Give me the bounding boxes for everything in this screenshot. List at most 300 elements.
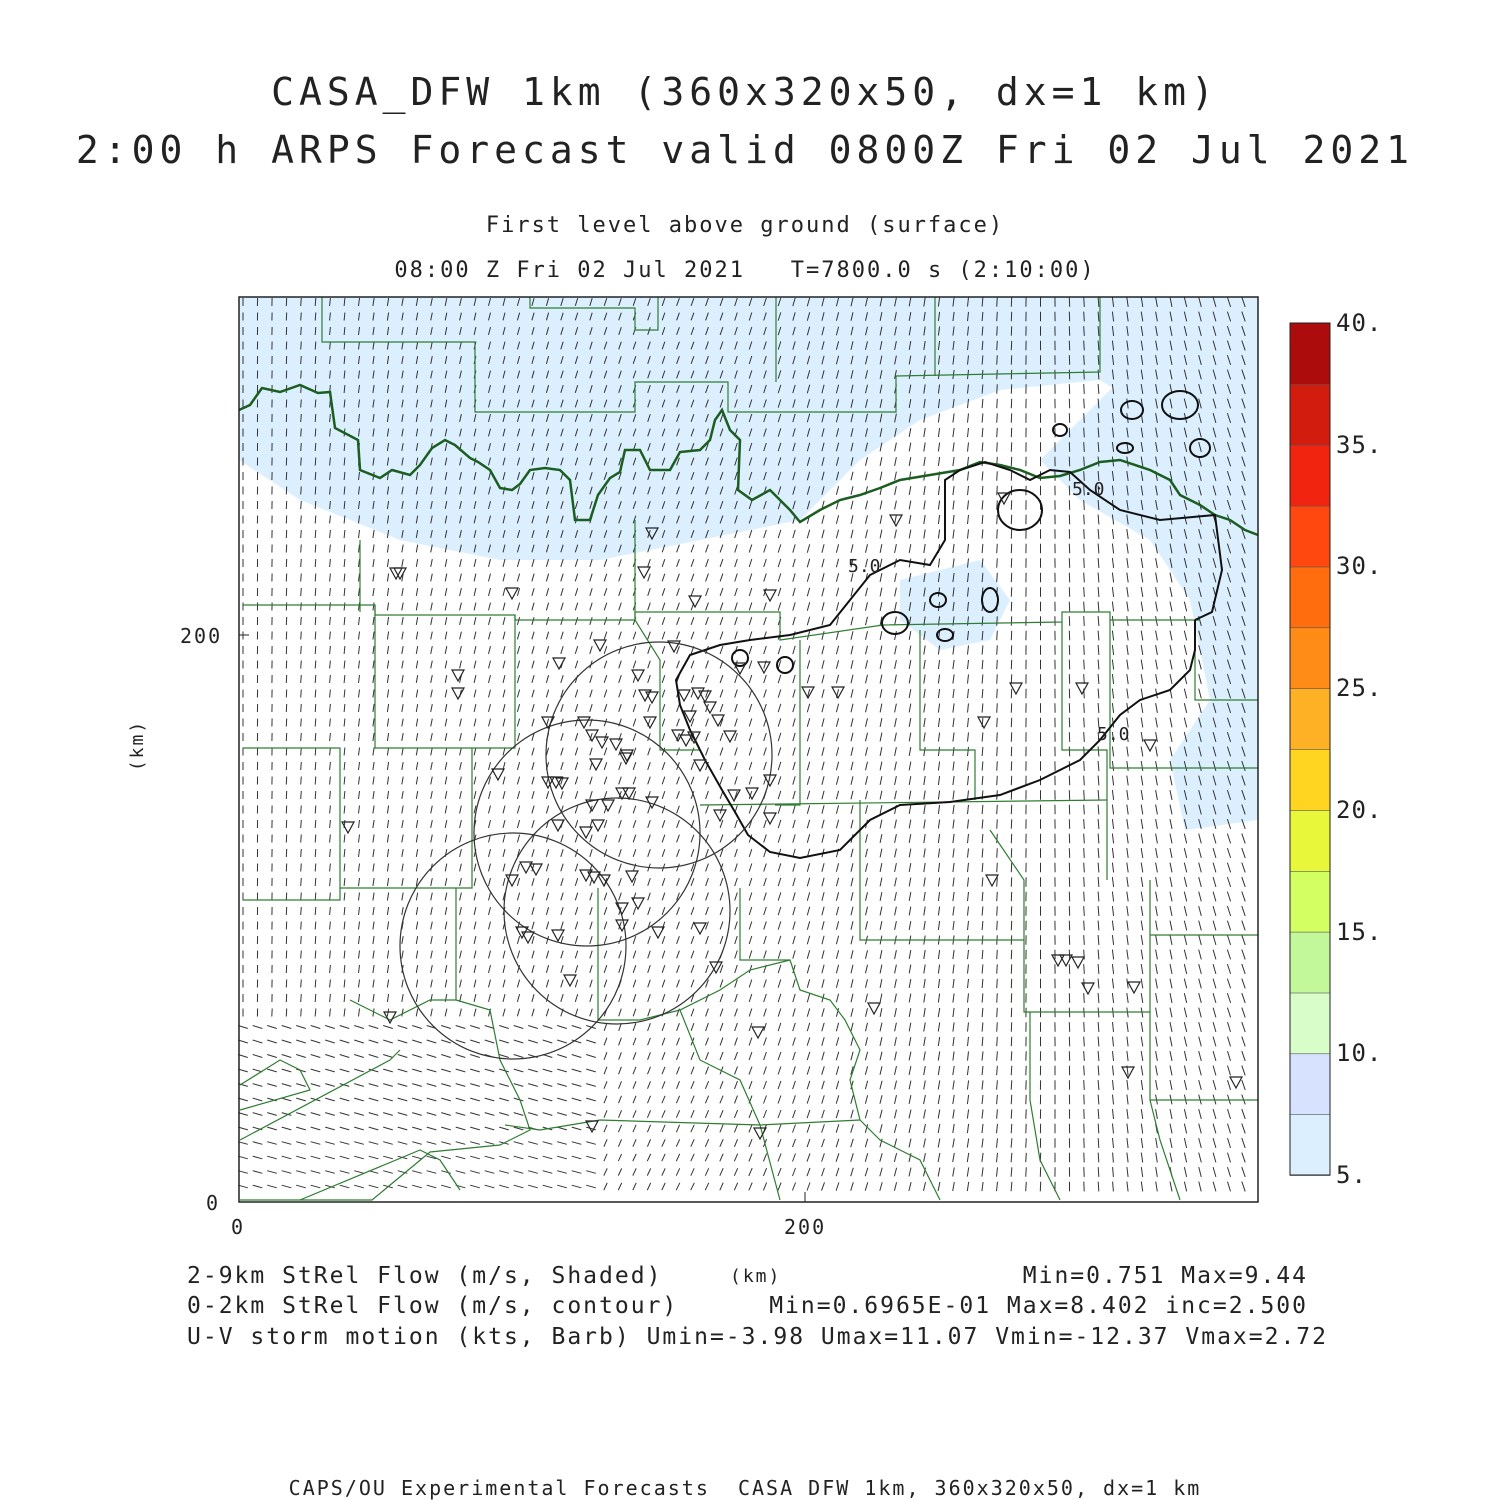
- wind-barb: [416, 835, 417, 843]
- wind-barb: [575, 951, 577, 959]
- wind-barb: [924, 443, 925, 452]
- wind-barb: [586, 1055, 596, 1058]
- wind-barb: [315, 849, 316, 857]
- wind-barb: [836, 602, 838, 610]
- wind-barb: [822, 1081, 825, 1089]
- wind-barb: [706, 907, 709, 915]
- wind-barb: [416, 1009, 418, 1017]
- storm-marker: [1052, 955, 1064, 966]
- wind-barb: [456, 1069, 466, 1072]
- wind-barb: [402, 733, 403, 741]
- wind-barb: [383, 1040, 393, 1043]
- wind-barb: [503, 704, 505, 712]
- wind-barb: [528, 1142, 538, 1145]
- wind-barb: [325, 1142, 335, 1145]
- wind-barb: [676, 1168, 679, 1175]
- wind-barb: [735, 1067, 738, 1075]
- wind-barb: [1084, 602, 1085, 612]
- wind-barb: [1156, 863, 1158, 873]
- wind-barb: [968, 761, 969, 770]
- wind-barb: [460, 864, 462, 872]
- wind-barb: [924, 863, 925, 872]
- wind-barb: [373, 820, 374, 828]
- wind-barb: [895, 573, 897, 582]
- wind-barb: [427, 1185, 437, 1188]
- wind-barb: [340, 1069, 350, 1072]
- wind-barb: [836, 921, 838, 929]
- wind-barb: [557, 1098, 567, 1101]
- wind-barb: [445, 965, 447, 973]
- wind-barb: [373, 806, 374, 814]
- wind-barb: [354, 1171, 364, 1174]
- wind-barb: [1156, 587, 1158, 597]
- wind-barb: [1199, 950, 1202, 960]
- wind-barb: [924, 544, 925, 553]
- wind-barb: [282, 1084, 292, 1087]
- wind-barb: [619, 1052, 622, 1059]
- wind-barb: [880, 457, 882, 466]
- wind-barb: [982, 993, 983, 1002]
- wind-barb: [648, 704, 651, 712]
- wind-barb: [938, 776, 939, 785]
- wind-barb: [1127, 993, 1128, 1003]
- wind-barb: [359, 719, 360, 727]
- wind-barb: [1170, 587, 1172, 597]
- wind-barb: [301, 443, 302, 451]
- wind-barb: [793, 544, 795, 552]
- wind-barb: [895, 501, 897, 510]
- wind-barb: [895, 675, 897, 684]
- wind-barb: [1170, 1022, 1172, 1032]
- wind-barb: [997, 1167, 998, 1176]
- wind-barb: [836, 1153, 839, 1161]
- wind-barb: [851, 1008, 853, 1017]
- wind-barb: [528, 1026, 538, 1029]
- wind-barb: [344, 733, 345, 741]
- wind-barb: [735, 588, 738, 596]
- wind-barb: [662, 1096, 665, 1103]
- wind-barb: [895, 617, 897, 626]
- wind-barb: [359, 559, 360, 567]
- wind-barb: [315, 356, 316, 364]
- wind-barb: [895, 907, 897, 916]
- wind-barb: [1184, 950, 1186, 960]
- wind-barb: [359, 820, 360, 828]
- wind-barb: [586, 1185, 596, 1188]
- wind-barb: [968, 877, 969, 886]
- wind-barb: [807, 617, 809, 625]
- wind-barb: [470, 1171, 480, 1174]
- wind-barb: [1141, 1167, 1142, 1177]
- wind-barb: [1112, 703, 1113, 713]
- wind-barb: [325, 1098, 335, 1101]
- wind-barb: [1170, 703, 1172, 713]
- wind-barb: [503, 820, 505, 828]
- wind-barb: [749, 704, 752, 712]
- wind-barb: [1184, 660, 1186, 670]
- wind-barb: [517, 559, 519, 567]
- wind-barb: [402, 791, 403, 799]
- wind-barb: [431, 878, 433, 886]
- wind-barb: [865, 1052, 867, 1061]
- wind-barb: [575, 936, 577, 944]
- wind-barb: [1112, 834, 1113, 844]
- wind-barb: [340, 1142, 350, 1145]
- wind-barb: [456, 1142, 466, 1145]
- wind-barb: [575, 646, 577, 654]
- wind-barb: [677, 1067, 680, 1075]
- wind-barb: [691, 617, 694, 625]
- wind-barb: [398, 1084, 408, 1087]
- storm-marker: [596, 737, 608, 748]
- wind-barb: [528, 1084, 538, 1087]
- wind-barb: [953, 732, 954, 741]
- wind-barb: [982, 877, 983, 886]
- wind-barb: [735, 936, 738, 944]
- wind-barb: [953, 486, 954, 495]
- wind-barb: [485, 1069, 495, 1072]
- wind-barb: [938, 921, 939, 930]
- storm-marker: [694, 923, 706, 934]
- wind-barb: [1184, 703, 1186, 713]
- wind-barb: [880, 675, 882, 684]
- wind-barb: [1199, 1138, 1202, 1148]
- wind-barb: [691, 762, 694, 770]
- wind-barb: [373, 936, 374, 944]
- wind-barb: [793, 559, 795, 567]
- wind-barb: [474, 617, 476, 625]
- wind-barb: [315, 574, 316, 582]
- wind-barb: [489, 574, 491, 582]
- wind-barb: [543, 1026, 553, 1029]
- wind-barb: [359, 791, 360, 799]
- wind-barb: [822, 704, 824, 712]
- wind-barb: [1084, 935, 1085, 945]
- wind-barb: [311, 1026, 321, 1029]
- wind-barb: [344, 632, 345, 640]
- wind-barb: [938, 414, 939, 423]
- wind-barb: [982, 413, 983, 422]
- wind-barb: [706, 559, 709, 567]
- wind-barb: [662, 574, 665, 582]
- wind-barb: [561, 980, 563, 988]
- wind-barb: [416, 893, 417, 901]
- wind-barb: [720, 574, 723, 582]
- wind-barb: [431, 661, 433, 669]
- wind-barb: [1170, 660, 1172, 670]
- wind-barb: [662, 980, 665, 988]
- wind-barb: [590, 646, 592, 654]
- wind-barb: [315, 588, 316, 596]
- wind-barb: [503, 632, 505, 640]
- wind-barb: [648, 806, 651, 814]
- wind-barb: [982, 1138, 983, 1147]
- wind-barb: [953, 892, 954, 901]
- wind-barb: [836, 747, 838, 755]
- wind-barb: [720, 936, 723, 944]
- wind-barb: [968, 747, 969, 756]
- wind-barb: [402, 559, 403, 567]
- wind-barb: [315, 632, 316, 640]
- legend-contour: 0-2km StRel Flow (m/s, contour): [187, 1293, 679, 1319]
- wind-barb: [822, 1168, 825, 1176]
- wind-barb: [517, 617, 519, 625]
- wind-barb: [851, 544, 853, 553]
- wind-barb: [517, 777, 519, 785]
- wind-barb: [968, 993, 969, 1002]
- wind-barb: [619, 777, 622, 785]
- wind-barb: [807, 530, 809, 538]
- wind-barb: [822, 602, 824, 610]
- wind-barb: [359, 704, 360, 712]
- wind-barb: [1084, 355, 1085, 365]
- wind-barb: [909, 733, 911, 742]
- wind-barb: [677, 559, 680, 567]
- wind-barb: [1156, 964, 1158, 974]
- wind-barb: [344, 864, 345, 872]
- wind-barb: [1112, 877, 1113, 887]
- wind-barb: [735, 574, 738, 582]
- wind-barb: [909, 428, 911, 437]
- wind-barb: [909, 675, 911, 684]
- wind-barb: [1127, 674, 1128, 684]
- wind-barb: [807, 863, 809, 871]
- wind-barb: [1098, 892, 1099, 902]
- wind-barb: [851, 646, 853, 655]
- wind-barb: [895, 747, 897, 756]
- wind-barb: [967, 1066, 968, 1075]
- wind-barb: [720, 617, 723, 625]
- wind-barb: [968, 906, 969, 915]
- wind-barb: [604, 1081, 607, 1088]
- wind-barb: [662, 835, 665, 843]
- wind-barb: [953, 761, 954, 770]
- wind-barb: [1227, 877, 1230, 887]
- wind-barb: [749, 719, 752, 727]
- wind-barb: [561, 588, 563, 596]
- wind-barb: [1112, 616, 1113, 626]
- wind-barb: [301, 371, 302, 379]
- wind-barb: [330, 559, 331, 567]
- wind-barb: [359, 762, 360, 770]
- wind-barb: [735, 951, 738, 959]
- wind-barb: [822, 1182, 825, 1190]
- wind-barb: [982, 1167, 983, 1176]
- wind-barb: [764, 1009, 767, 1017]
- wind-barb: [402, 675, 403, 683]
- wind-barb: [1170, 935, 1172, 945]
- wind-barb: [1242, 892, 1245, 902]
- wind-barb: [982, 486, 983, 495]
- wind-barb: [851, 907, 853, 916]
- storm-marker: [564, 975, 576, 986]
- wind-barb: [373, 907, 374, 915]
- wind-barb: [866, 747, 868, 756]
- wind-barb: [330, 530, 331, 538]
- wind-barb: [953, 1008, 954, 1017]
- wind-barb: [296, 1098, 306, 1101]
- wind-barb: [836, 631, 838, 639]
- wind-barb: [938, 863, 939, 872]
- wind-barb: [953, 689, 954, 698]
- wind-barb: [720, 1009, 723, 1017]
- wind-barb: [460, 965, 462, 973]
- wind-barb: [387, 690, 388, 698]
- wind-barb: [586, 1098, 596, 1101]
- wind-barb: [982, 906, 983, 915]
- wind-barb: [503, 878, 505, 886]
- wind-barb: [1026, 1153, 1027, 1162]
- wind-barb: [315, 951, 316, 959]
- wind-barb: [866, 979, 868, 988]
- wind-barb: [532, 951, 534, 959]
- wind-barb: [301, 719, 302, 727]
- wind-barb: [895, 544, 897, 553]
- wind-barb: [720, 704, 723, 712]
- wind-barb: [489, 646, 491, 654]
- wind-barb: [253, 1142, 263, 1145]
- wind-barb: [503, 603, 505, 611]
- wind-barb: [662, 690, 665, 698]
- wind-barb: [968, 1051, 969, 1060]
- wind-barb: [532, 1009, 534, 1017]
- wind-barb: [822, 1095, 825, 1103]
- wind-barb: [677, 835, 680, 843]
- wind-barb: [470, 1142, 480, 1145]
- wind-barb: [1156, 921, 1158, 931]
- wind-barb: [1156, 1138, 1158, 1148]
- wind-barb: [938, 1081, 940, 1090]
- wind-barb: [315, 936, 316, 944]
- wind-barb: [315, 820, 316, 828]
- wind-barb: [735, 965, 738, 973]
- wind-barb: [489, 675, 491, 683]
- wind-barb: [982, 979, 983, 988]
- wind-barb: [677, 980, 680, 988]
- wind-barb: [604, 1038, 607, 1046]
- wind-barb: [836, 979, 838, 987]
- wind-barb: [427, 1069, 437, 1072]
- wind-barb: [997, 573, 998, 582]
- wind-barb: [763, 1183, 766, 1191]
- wind-barb: [619, 661, 622, 669]
- wind-barb: [301, 994, 302, 1002]
- wind-barb: [1199, 877, 1202, 887]
- wind-barb: [315, 806, 316, 814]
- wind-barb: [359, 603, 360, 611]
- wind-barb: [778, 1110, 781, 1118]
- wind-barb: [301, 632, 302, 640]
- wind-barb: [344, 704, 345, 712]
- wind-barb: [1084, 312, 1085, 322]
- wind-barb: [633, 820, 636, 828]
- wind-barb: [373, 719, 374, 727]
- wind-barb: [402, 588, 403, 596]
- wind-barb: [866, 530, 868, 539]
- wind-barb: [387, 936, 388, 944]
- wind-barb: [953, 993, 954, 1002]
- wind-barb: [301, 907, 302, 915]
- wind-barb: [1141, 602, 1143, 612]
- wind-barb: [997, 964, 998, 973]
- wind-barb: [982, 660, 983, 669]
- wind-barb: [296, 1156, 306, 1159]
- wind-barb: [880, 544, 882, 553]
- wind-barb: [866, 965, 868, 974]
- wind-barb: [735, 1038, 738, 1046]
- wind-barb: [517, 820, 519, 828]
- wind-barb: [793, 747, 795, 755]
- wind-barb: [546, 980, 548, 988]
- wind-barb: [369, 1098, 379, 1101]
- wind-barb: [706, 791, 709, 799]
- wind-barb: [528, 1040, 538, 1043]
- wind-barb: [387, 849, 388, 857]
- wind-barb: [648, 951, 651, 959]
- wind-barb: [1156, 790, 1158, 800]
- wind-barb: [1242, 1109, 1245, 1119]
- wind-barb: [938, 660, 939, 669]
- wind-barb: [1084, 776, 1085, 786]
- wind-barb: [691, 661, 694, 669]
- wind-barb: [330, 690, 331, 698]
- wind-barb: [586, 1142, 596, 1145]
- wind-barb: [431, 719, 433, 727]
- wind-barb: [1112, 544, 1113, 554]
- wind-barb: [1127, 1153, 1128, 1163]
- wind-barb: [924, 486, 925, 495]
- wind-barb: [938, 965, 939, 974]
- wind-barb: [1098, 660, 1099, 670]
- wind-barb: [532, 907, 534, 915]
- wind-barb: [836, 660, 838, 668]
- wind-barb: [997, 355, 998, 364]
- wind-barb: [474, 675, 476, 683]
- wind-barb: [301, 675, 302, 683]
- wind-barb: [618, 1183, 621, 1190]
- x-tick-0: 0: [231, 1215, 246, 1239]
- wind-barb: [633, 835, 636, 843]
- colorbar-label: 35.: [1336, 430, 1383, 459]
- wind-barb: [677, 719, 680, 727]
- wind-barb: [749, 530, 752, 538]
- wind-barb: [387, 980, 388, 988]
- wind-barb: [1141, 790, 1143, 800]
- wind-barb: [894, 1139, 896, 1148]
- wind-barb: [836, 1066, 838, 1074]
- wind-barb: [662, 675, 665, 683]
- storm-marker: [752, 1027, 764, 1038]
- wind-barb: [1112, 761, 1113, 771]
- wind-barb: [866, 863, 868, 872]
- wind-barb: [968, 645, 969, 654]
- wind-barb: [793, 805, 795, 813]
- wind-barb: [1084, 428, 1085, 438]
- wind-barb: [1213, 1153, 1216, 1163]
- storm-marker: [1076, 683, 1088, 694]
- wind-barb: [822, 834, 824, 842]
- wind-barb: [851, 689, 853, 698]
- wind-barb: [778, 791, 781, 799]
- wind-barb: [822, 863, 824, 871]
- wind-barb: [445, 661, 447, 669]
- wind-barb: [880, 892, 882, 901]
- wind-barb: [604, 1110, 607, 1117]
- wind-barb: [460, 762, 462, 770]
- wind-barb: [503, 951, 505, 959]
- wind-barb: [807, 950, 809, 958]
- wind-barb: [1156, 631, 1158, 641]
